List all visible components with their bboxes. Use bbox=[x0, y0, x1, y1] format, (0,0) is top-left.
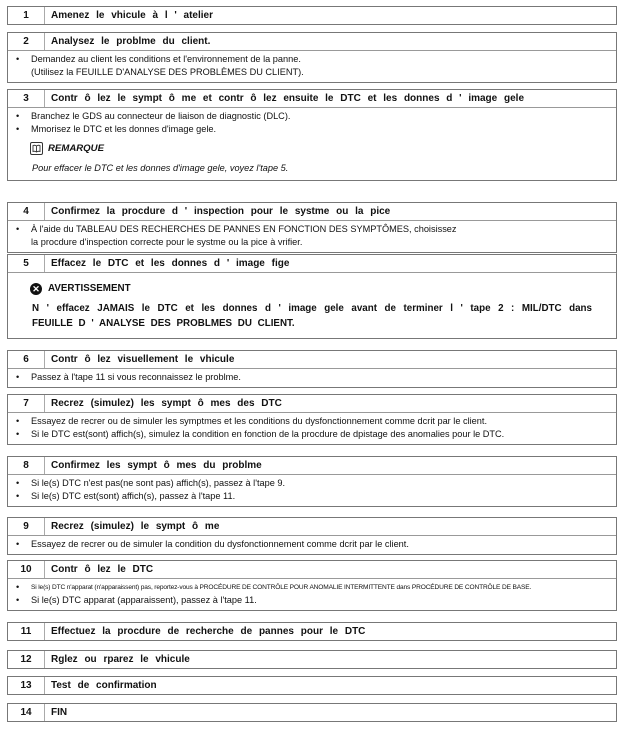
bullet-item: • Branchez le GDS au connecteur de liaison de diagnostic (DLC). bbox=[16, 111, 291, 121]
step-number: 3 bbox=[8, 90, 45, 107]
note-heading bbox=[8, 142, 616, 155]
bullet-icon: • bbox=[16, 416, 20, 426]
step-title: Recrez (simulez) le sympt ô me bbox=[51, 521, 220, 532]
step-title: FIN bbox=[51, 707, 68, 718]
bullet-item: • Passez à l'tape 11 si vous reconnaissez le problme. bbox=[16, 372, 241, 382]
step-6 bbox=[7, 350, 617, 388]
step-number: 14 bbox=[8, 704, 45, 721]
step-number: 11 bbox=[8, 623, 45, 640]
step-title: Test de confirmation bbox=[51, 680, 157, 691]
step-body bbox=[8, 220, 616, 252]
step-number: 7 bbox=[8, 395, 45, 412]
step-title: Contr ô lez visuellement le vhicule bbox=[51, 354, 235, 365]
step-title: Contr ô lez le sympt ô me et contr ô lez ensuite le DTC et les donnes d ' image gele bbox=[51, 93, 525, 104]
note-label: REMARQUE bbox=[48, 143, 104, 154]
step-title: Contr ô lez le DTC bbox=[51, 564, 154, 575]
bullet-item: • Mmorisez le DTC et les donnes d'image gele. bbox=[16, 124, 217, 134]
bullet-icon: • bbox=[16, 111, 20, 121]
step-body bbox=[8, 272, 616, 338]
step-title: Recrez (simulez) les sympt ô mes des DTC bbox=[51, 398, 282, 409]
bullet-continuation: la procdure d'inspection correcte pour le systme ou la pice à vrifier. bbox=[31, 237, 303, 247]
bullet-icon: • bbox=[16, 372, 20, 382]
step-number: 5 bbox=[8, 255, 45, 272]
step-title: Effacez le DTC et les donnes d ' image fige bbox=[51, 258, 290, 269]
step-title: Amenez le vhicule à l ' atelier bbox=[51, 10, 213, 21]
step-2 bbox=[7, 32, 617, 83]
bullet-item: • Si le DTC est(sont) affich(s), simulez la condition en fonction de la procdure de dpistage des anomalies pour le DTC. bbox=[16, 429, 505, 439]
warning-heading bbox=[8, 282, 616, 295]
book-icon bbox=[30, 142, 43, 155]
step-11 bbox=[7, 622, 617, 641]
bullet-item: • Si le(s) DTC est(sont) affich(s), passez à l'tape 11. bbox=[16, 491, 236, 501]
step-number: 12 bbox=[8, 651, 45, 668]
step-12 bbox=[7, 650, 617, 669]
step-title: Analysez le problme du client. bbox=[51, 36, 211, 47]
step-body bbox=[8, 535, 616, 554]
bullet-icon: • bbox=[16, 224, 20, 234]
bullet-icon: • bbox=[16, 595, 20, 605]
step-3 bbox=[7, 89, 617, 181]
bullet-item: • À l'aide du TABLEAU DES RECHERCHES DE PANNES EN FONCTION DES SYMPTÔMES, choisissez bbox=[16, 224, 457, 234]
bullet-item: • Si le(s) DTC n'apparat (n'apparaissent) pas, reportez-vous à PROCÉDURE DE CONTRÔLE POUR ANOMALIE INTERMITTENTE dans PROCÉDURE DE CONTRÔLE DE BASE. bbox=[16, 582, 532, 592]
step-body bbox=[8, 50, 616, 82]
step-number: 1 bbox=[8, 7, 45, 24]
warning-label: AVERTISSEMENT bbox=[48, 283, 131, 294]
step-14 bbox=[7, 703, 617, 722]
step-title: Confirmez les sympt ô mes du problme bbox=[51, 460, 262, 471]
step-9 bbox=[7, 517, 617, 555]
bullet-item: • Essayez de recrer ou de simuler la condition du dysfonctionnement comme dcrit par le client. bbox=[16, 539, 409, 549]
step-number: 2 bbox=[8, 33, 45, 50]
step-title: Confirmez la procdure d ' inspection pour le systme ou la pice bbox=[51, 206, 391, 217]
note-text: Pour effacer le DTC et les donnes d'image gele, voyez l'tape 5. bbox=[32, 163, 289, 173]
step-number: 6 bbox=[8, 351, 45, 368]
warning-text: N ' effacez JAMAIS le DTC et les donnes d ' image gele avant de terminer l ' tape 2 : MIL/DTC dans FEUILLE D ' ANALYSE DES PROBLMES DU CLIENT. bbox=[32, 303, 592, 329]
step-number: 9 bbox=[8, 518, 45, 535]
step-number: 10 bbox=[8, 561, 45, 578]
step-title: Effectuez la procdure de recherche de pannes pour le DTC bbox=[51, 626, 366, 637]
bullet-item: • Demandez au client les conditions et l'environnement de la panne. bbox=[16, 54, 301, 64]
step-body bbox=[8, 107, 616, 180]
bullet-item: • Si le(s) DTC apparat (apparaissent), passez à l'tape 11. bbox=[16, 595, 257, 605]
step-number: 4 bbox=[8, 203, 45, 220]
step-number: 13 bbox=[8, 677, 45, 694]
x-circle-icon: ✕ bbox=[30, 283, 42, 295]
step-5 bbox=[7, 254, 617, 339]
step-7 bbox=[7, 394, 617, 445]
step-8 bbox=[7, 456, 617, 507]
bullet-icon: • bbox=[16, 429, 20, 439]
bullet-icon: • bbox=[16, 54, 20, 64]
bullet-icon: • bbox=[16, 478, 20, 488]
bullet-continuation: (Utilisez la FEUILLE D'ANALYSE DES PROBLÈMES DU CLIENT). bbox=[31, 67, 304, 77]
bullet-icon: • bbox=[16, 124, 20, 134]
step-body bbox=[8, 412, 616, 444]
bullet-icon: • bbox=[16, 539, 20, 549]
step-1 bbox=[7, 6, 617, 25]
bullet-icon: • bbox=[16, 491, 20, 501]
step-body bbox=[8, 474, 616, 506]
step-13 bbox=[7, 676, 617, 695]
step-title: Rglez ou rparez le vhicule bbox=[51, 654, 190, 665]
bullet-item: • Si le(s) DTC n'est pas(ne sont pas) affich(s), passez à l'tape 9. bbox=[16, 478, 286, 488]
bullet-item: • Essayez de recrer ou de simuler les symptmes et les conditions du dysfonctionnement comme dcrit par le client. bbox=[16, 416, 488, 426]
step-4 bbox=[7, 202, 617, 253]
bullet-icon: • bbox=[16, 582, 20, 592]
step-body bbox=[8, 368, 616, 387]
step-body bbox=[8, 578, 616, 610]
step-number: 8 bbox=[8, 457, 45, 474]
step-10 bbox=[7, 560, 617, 611]
